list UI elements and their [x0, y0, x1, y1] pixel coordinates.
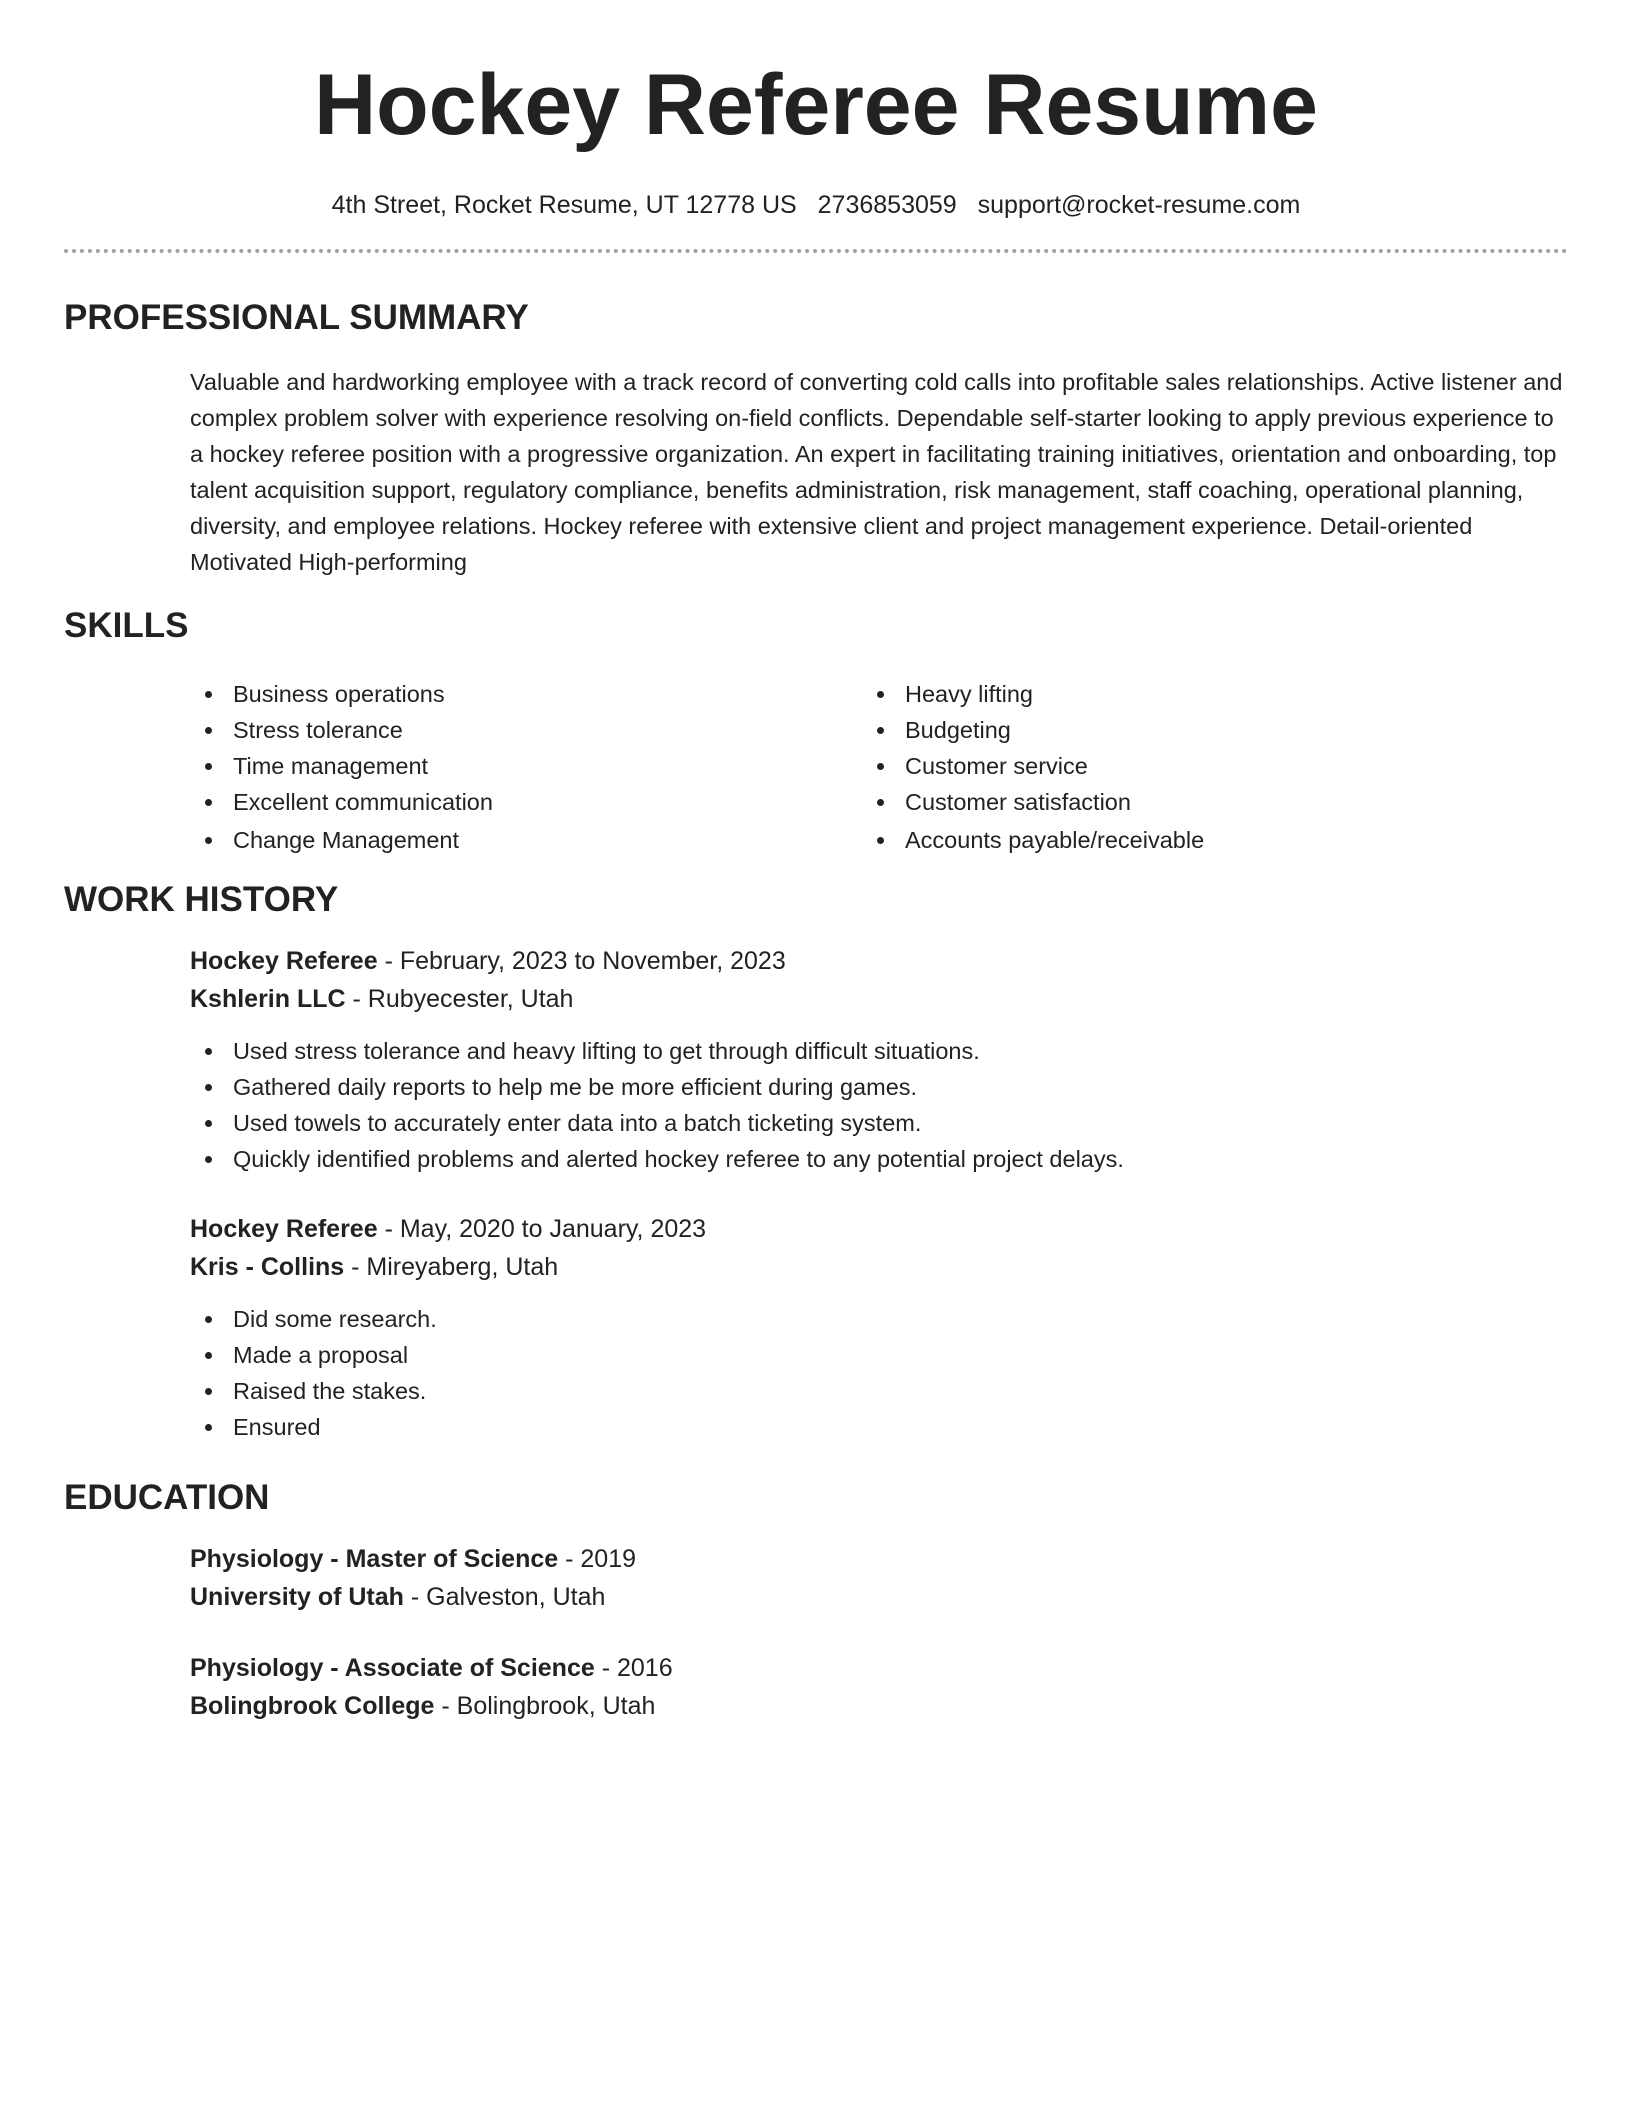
job-bullet: Quickly identified problems and alerted hockey referee to any potential project delays.: [190, 1141, 1568, 1177]
job-bullets: [190, 1033, 1568, 1177]
job-company-line: [190, 980, 1568, 1018]
job-entry: [190, 942, 1568, 1177]
skill-item: Time management: [190, 748, 830, 784]
education-entry: [190, 1540, 1568, 1616]
skill-item: Accounts payable/receivable: [862, 822, 1502, 858]
school-name: University of Utah: [190, 1583, 404, 1611]
skill-item: Excellent communication: [190, 784, 830, 820]
school-name: Bolingbrook College: [190, 1692, 435, 1720]
job-bullet: Raised the stakes.: [190, 1373, 1568, 1409]
degree-line: [190, 1540, 1568, 1578]
contact-email: support@rocket-resume.com: [977, 191, 1301, 219]
skills-list-left: [190, 676, 830, 858]
job-company: Kshlerin LLC: [190, 985, 346, 1013]
skill-item: Change Management: [190, 822, 830, 858]
job-location: - Mireyaberg, Utah: [344, 1253, 559, 1281]
job-location: - Rubyecester, Utah: [345, 985, 574, 1013]
job-dates: - May, 2020 to January, 2023: [377, 1215, 707, 1243]
job-bullet: Gathered daily reports to help me be more efficient during games.: [190, 1069, 1568, 1105]
degree-name: Physiology - Associate of Science: [190, 1654, 595, 1682]
skills-list-right: [862, 676, 1502, 858]
education-heading: EDUCATION: [64, 1478, 270, 1517]
school-line: [190, 1578, 1568, 1616]
skills-heading: SKILLS: [64, 606, 189, 645]
resume-header: [0, 0, 1632, 220]
contact-address: 4th Street, Rocket Resume, UT 12778 US: [331, 191, 797, 219]
degree-year: - 2016: [594, 1654, 673, 1682]
job-company: Kris - Collins: [190, 1253, 345, 1281]
skill-item: Stress tolerance: [190, 712, 830, 748]
job-dates: - February, 2023 to November, 2023: [377, 947, 786, 975]
job-role: Hockey Referee: [190, 947, 378, 975]
summary-heading: PROFESSIONAL SUMMARY: [64, 298, 529, 337]
job-bullet: Used towels to accurately enter data into a batch ticketing system.: [190, 1105, 1568, 1141]
skill-item: Business operations: [190, 676, 830, 712]
school-location: - Galveston, Utah: [403, 1583, 606, 1611]
education-entry: [190, 1649, 1568, 1725]
skill-item: Customer satisfaction: [862, 784, 1502, 820]
school-line: [190, 1687, 1568, 1725]
school-location: - Bolingbrook, Utah: [434, 1692, 656, 1720]
resume-title: Hockey Referee Resume: [314, 57, 1318, 153]
job-entry: [190, 1210, 1568, 1445]
job-bullets: [190, 1301, 1568, 1445]
job-bullet: Did some research.: [190, 1301, 1568, 1337]
contact-phone: 2736853059: [817, 191, 957, 219]
degree-line: [190, 1649, 1568, 1687]
job-title-line: [190, 942, 1568, 980]
summary-text: Valuable and hardworking employee with a track record of converting cold calls into profitable sales relationships. Active listener and complex problem solver with experience resolving on-field conflicts. Dependable self-starter looking to apply previous experience to a hockey referee position with a progressive organization. An expert in facilitating training initiatives, orientation and onboarding, top talent acquisition support, regulatory compliance, benefits administration, risk management, staff coaching, operational planning, diversity, and employee relations. Hockey referee with extensive client and project management experience. Detail-oriented Motivated High-performing: [190, 369, 1563, 575]
header-divider: [64, 249, 1568, 253]
job-bullet: Made a proposal: [190, 1337, 1568, 1373]
skill-item: Heavy lifting: [862, 676, 1502, 712]
job-title-line: [190, 1210, 1568, 1248]
skill-item: Budgeting: [862, 712, 1502, 748]
job-bullet: Ensured: [190, 1409, 1568, 1445]
contact-line: [0, 190, 1632, 220]
degree-year: - 2019: [558, 1545, 637, 1573]
job-company-line: [190, 1248, 1568, 1286]
work-history-heading: WORK HISTORY: [64, 880, 339, 919]
job-bullet: Used stress tolerance and heavy lifting to get through difficult situations.: [190, 1033, 1568, 1069]
degree-name: Physiology - Master of Science: [190, 1545, 559, 1573]
job-role: Hockey Referee: [190, 1215, 378, 1243]
skill-item: Customer service: [862, 748, 1502, 784]
